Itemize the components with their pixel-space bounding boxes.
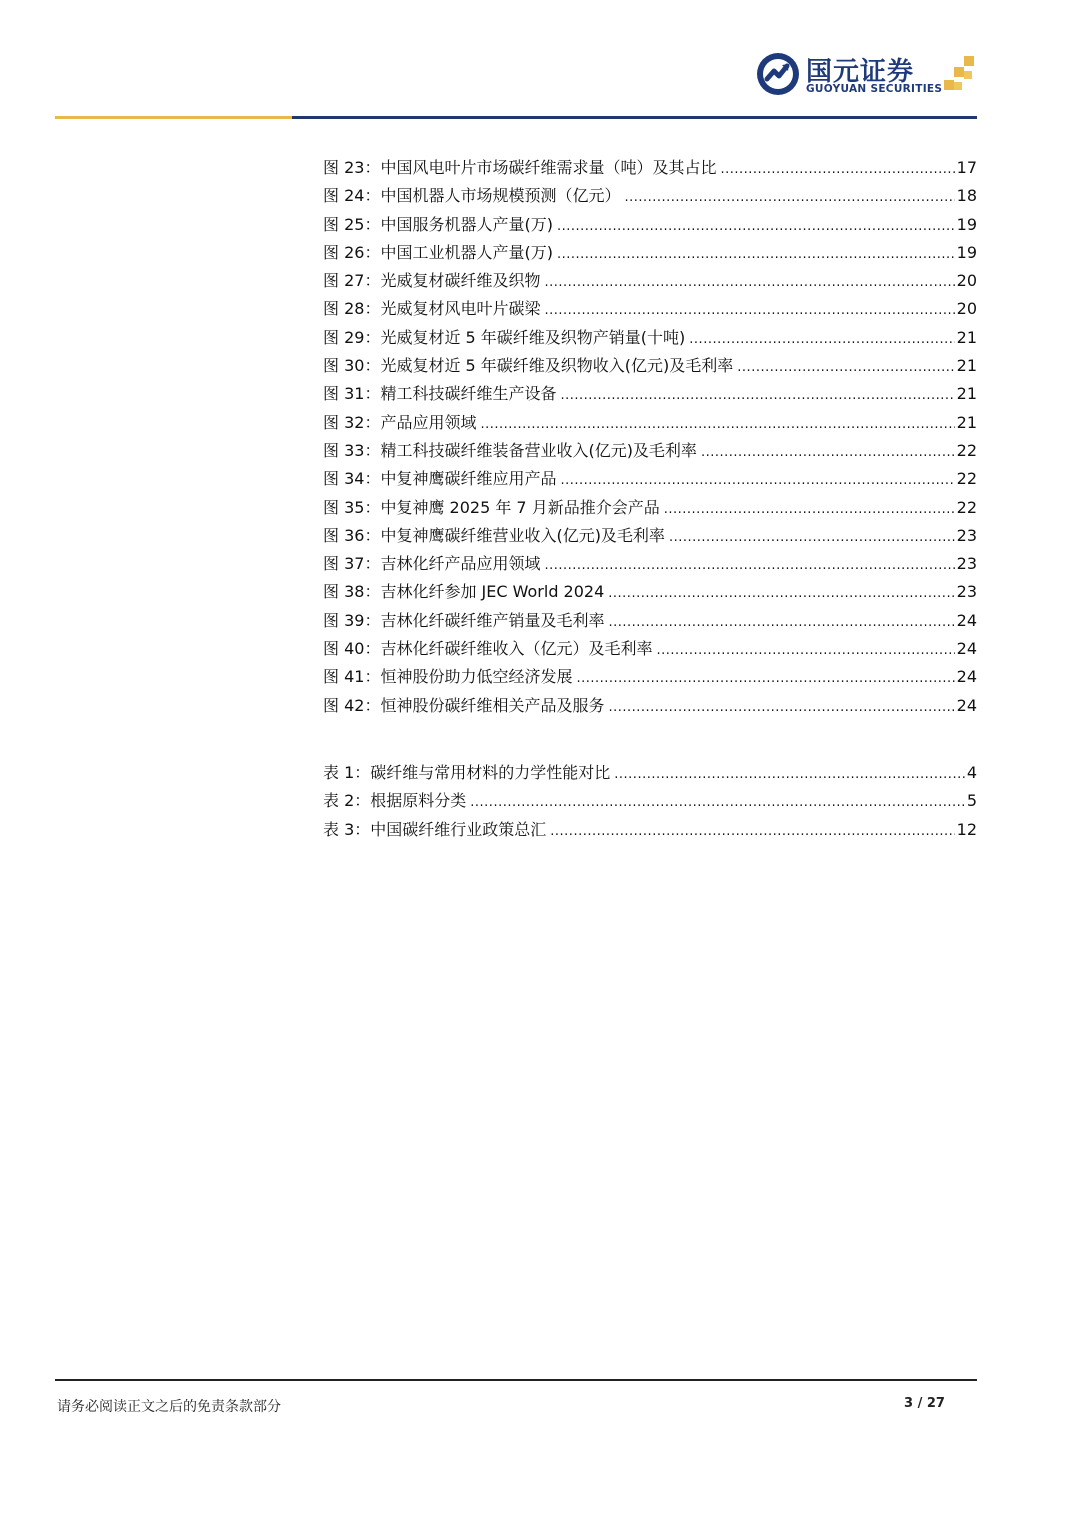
footer-page-number: 3 / 27 (904, 1396, 945, 1411)
dot-leader (656, 637, 954, 665)
figure-toc-entry-label: 图 28：光威复材风电叶片碳梁 (323, 299, 541, 319)
figure-toc-entry-label: 图 32：产品应用领域 (323, 412, 477, 432)
table-toc-entry[interactable] (323, 759, 977, 787)
guoyuan-logo-icon (756, 52, 800, 96)
header-divider-blue (292, 116, 977, 119)
table-toc-entry[interactable] (323, 787, 977, 815)
figure-toc-entry[interactable] (323, 154, 977, 182)
figure-toc-entry[interactable] (323, 295, 977, 323)
dot-leader (701, 439, 955, 467)
figure-toc-entry-page-number: 21 (956, 356, 977, 376)
dot-leader (624, 184, 954, 212)
logo-english-text: GUOYUAN SECURITIES (806, 83, 943, 95)
figure-toc-entry-page-number: 23 (956, 554, 977, 574)
figure-toc-entry-label: 图 26：中国工业机器人产量(万) (323, 242, 553, 262)
figure-toc-entry[interactable] (323, 522, 977, 550)
figure-toc-entry[interactable] (323, 352, 977, 380)
figure-toc-entry-page-number: 20 (956, 299, 977, 319)
figure-toc-entry[interactable] (323, 692, 977, 720)
figure-toc-entry-label: 图 29：光威复材近 5 年碳纤维及织物产销量(十吨) (323, 327, 686, 347)
dot-leader (557, 213, 955, 241)
figure-toc-entry-label: 图 24：中国机器人市场规模预测（亿元） (323, 186, 621, 206)
dot-leader (608, 580, 954, 608)
figure-toc-entry-page-number: 23 (956, 525, 977, 545)
figure-toc-entry-page-number: 24 (956, 610, 977, 630)
figure-toc-entry-label: 图 35：中复神鹰 2025 年 7 月新品推介会产品 (323, 497, 660, 517)
dot-leader (480, 411, 954, 439)
figure-toc-entry[interactable] (323, 239, 977, 267)
figure-toc-entry-label: 图 30：光威复材近 5 年碳纤维及织物收入(亿元)及毛利率 (323, 356, 734, 376)
header-divider-gold (55, 116, 292, 119)
dot-leader (576, 665, 954, 693)
figure-toc-entry[interactable] (323, 578, 977, 606)
figure-toc-entry-page-number: 21 (956, 327, 977, 347)
dot-leader (737, 354, 954, 382)
dot-leader (608, 694, 954, 722)
figure-toc-entry-label: 图 36：中复神鹰碳纤维营业收入(亿元)及毛利率 (323, 525, 665, 545)
table-toc-entry[interactable] (323, 816, 977, 844)
dot-leader (720, 156, 954, 184)
figure-toc-entry-page-number: 18 (956, 186, 977, 206)
logo-chinese-text: 国元证券 (806, 57, 915, 87)
dot-leader (470, 789, 965, 817)
figure-toc-entry-label: 图 40：吉林化纤碳纤维收入（亿元）及毛利率 (323, 639, 653, 659)
figure-toc-entry[interactable] (323, 182, 977, 210)
figure-toc-entry-label: 图 27：光威复材碳纤维及织物 (323, 271, 541, 291)
figure-toc-entry-label: 图 38：吉林化纤参加 JEC World 2024 (323, 582, 605, 602)
figure-toc-entry-page-number: 24 (956, 639, 977, 659)
footer-disclaimer: 请务必阅读正文之后的免责条款部分 (57, 1399, 281, 1415)
dot-leader (560, 467, 954, 495)
dot-leader (664, 496, 955, 524)
figure-toc-entry[interactable] (323, 324, 977, 352)
figure-toc-entry-label: 图 33：精工科技碳纤维装备营业收入(亿元)及毛利率 (323, 440, 697, 460)
figure-toc-entry[interactable] (323, 380, 977, 408)
table-toc-entry-page-number: 5 (966, 791, 977, 811)
figure-toc-entry[interactable] (323, 267, 977, 295)
figure-toc-entry[interactable] (323, 437, 977, 465)
figure-toc-entry-label: 图 31：精工科技碳纤维生产设备 (323, 384, 557, 404)
figure-toc-entry[interactable] (323, 550, 977, 578)
table-toc-entry-label: 表 2：根据原料分类 (323, 791, 467, 811)
figure-toc-entry[interactable] (323, 211, 977, 239)
figure-toc-entry-label: 图 41：恒神股份助力低空经济发展 (323, 667, 573, 687)
dot-leader (614, 761, 965, 789)
dot-leader (557, 241, 955, 269)
dot-leader (608, 609, 954, 637)
table-toc-entry-page-number: 4 (966, 763, 977, 782)
dot-leader (550, 818, 954, 846)
figure-toc-entry-page-number: 20 (956, 271, 977, 291)
dot-leader (544, 297, 954, 325)
figure-toc-entry-page-number: 19 (956, 242, 977, 262)
figure-toc-entry-page-number: 22 (956, 440, 977, 460)
figure-toc-entry-label: 图 23：中国风电叶片市场碳纤维需求量（吨）及其占比 (323, 158, 717, 177)
figure-toc-entry-page-number: 21 (956, 412, 977, 432)
figure-toc-entry[interactable] (323, 635, 977, 663)
figure-toc-entry[interactable] (323, 494, 977, 522)
table-toc-entry-page-number: 12 (956, 819, 977, 839)
figure-toc-entry-page-number: 24 (956, 695, 977, 715)
figure-toc-entry-label: 图 37：吉林化纤产品应用领域 (323, 554, 541, 574)
footer-divider (55, 1379, 977, 1381)
table-toc-entry-label: 表 3：中国碳纤维行业政策总汇 (323, 819, 547, 839)
figure-toc-entry-page-number: 21 (956, 384, 977, 404)
dot-leader (544, 552, 954, 580)
dot-leader (689, 326, 954, 354)
figure-toc-entry[interactable] (323, 409, 977, 437)
figure-toc-entry-page-number: 24 (956, 667, 977, 687)
figure-toc-entry-page-number: 17 (956, 158, 977, 177)
figure-toc-entry[interactable] (323, 465, 977, 493)
figure-toc-entry-page-number: 19 (956, 214, 977, 234)
figure-list (323, 154, 977, 720)
figure-toc-entry-page-number: 23 (956, 582, 977, 602)
company-logo (756, 50, 978, 98)
figure-toc-entry[interactable] (323, 663, 977, 691)
dot-leader (669, 524, 955, 552)
table-toc-entry-label: 表 1：碳纤维与常用材料的力学性能对比 (323, 763, 611, 782)
dot-leader (544, 269, 954, 297)
gold-steps-icon (942, 54, 978, 94)
dot-leader (560, 382, 954, 410)
figure-toc-entry[interactable] (323, 607, 977, 635)
figure-toc-entry-label: 图 34：中复神鹰碳纤维应用产品 (323, 469, 557, 489)
figure-toc-entry-label: 图 25：中国服务机器人产量(万) (323, 214, 553, 234)
table-list (323, 759, 977, 844)
figure-toc-entry-label: 图 42：恒神股份碳纤维相关产品及服务 (323, 695, 605, 715)
figure-toc-entry-page-number: 22 (956, 469, 977, 489)
figure-toc-entry-page-number: 22 (956, 497, 977, 517)
figure-toc-entry-label: 图 39：吉林化纤碳纤维产销量及毛利率 (323, 610, 605, 630)
